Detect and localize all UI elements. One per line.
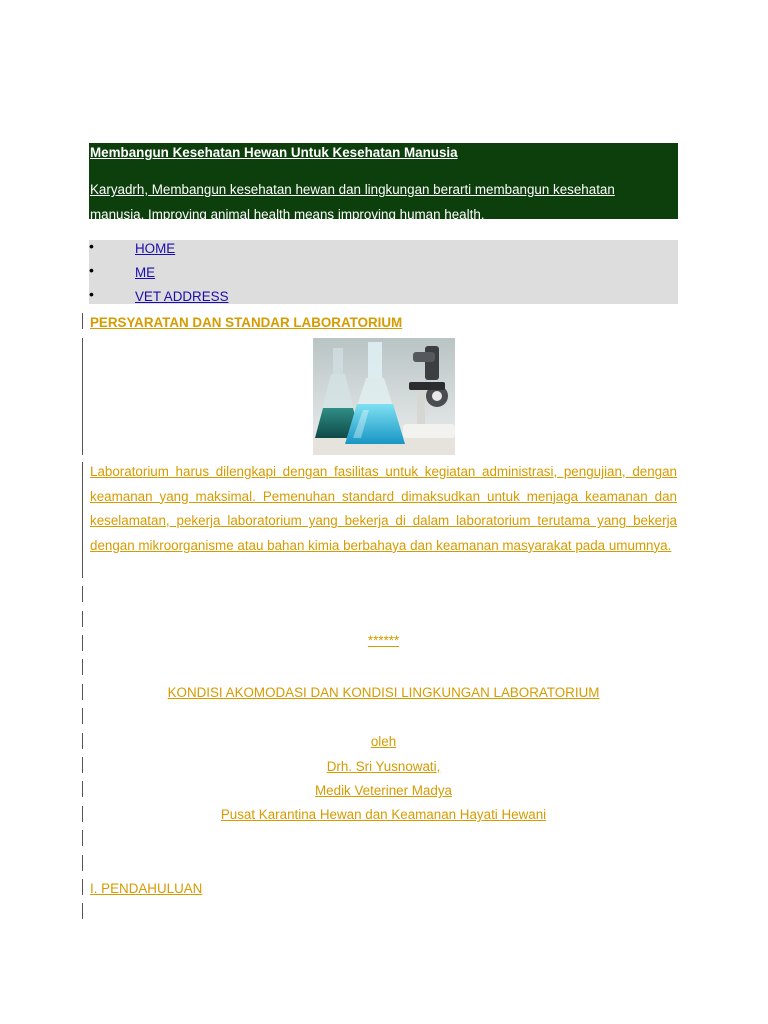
- left-margin-bar: [82, 684, 83, 700]
- post-title-link[interactable]: PERSYARATAN DAN STANDAR LABORATORIUM: [90, 315, 403, 330]
- left-margin-bar: [82, 830, 83, 846]
- left-margin-bar: [82, 659, 83, 675]
- lab-flasks-microscope-illustration: [313, 338, 455, 455]
- left-margin-bar: [82, 781, 83, 797]
- separator-row: [90, 633, 677, 648]
- blog-header: [89, 143, 678, 222]
- left-margin-bar: [82, 806, 83, 822]
- left-margin-bar: [82, 903, 83, 919]
- nav-link-home[interactable]: HOME: [135, 241, 176, 256]
- left-margin-bar: [82, 733, 83, 749]
- byline[interactable]: oleh: [370, 734, 397, 749]
- blog-description[interactable]: Karyadrh, Membangun kesehatan hewan dan lingkungan berarti membangun kesehatan manusia. Improving animal health means improving human health.: [90, 182, 615, 222]
- left-margin-bar: [82, 855, 83, 871]
- left-margin-bar: [82, 586, 83, 602]
- subtitle-row: [90, 685, 677, 700]
- nav-item-vet-address: [89, 286, 678, 313]
- byline-row: [90, 734, 677, 749]
- author-name[interactable]: Drh. Sri Yusnowati,: [326, 759, 441, 774]
- post-paragraph[interactable]: Laboratorium harus dilengkapi dengan fasilitas untuk kegiatan administrasi, pengujian, dengan keamanan yang maksimal. Pemenuhan standard dimaksudkan untuk menjaga keamanan dan keselamatan, pekerja laboratorium yang bekerja di dalam laboratorium terutama yang bekerja dengan mikroorganisme atau bahan kimia berbahaya dan keamanan masyarakat pada umumnya.: [90, 464, 677, 553]
- separator-stars[interactable]: ******: [367, 633, 400, 648]
- bullet-icon: •: [89, 286, 94, 302]
- left-margin-bar: [82, 313, 83, 329]
- institution-row: [90, 807, 677, 822]
- nav-item-home: [89, 238, 678, 265]
- nav-link-vet-address[interactable]: VET ADDRESS: [135, 289, 229, 304]
- lab-image[interactable]: [313, 338, 455, 455]
- blog-title-link[interactable]: Membangun Kesehatan Hewan Untuk Kesehatan Manusia: [90, 145, 458, 160]
- left-margin-bar: [82, 635, 83, 651]
- nav-link-me[interactable]: ME: [135, 265, 156, 280]
- left-margin-bar: [82, 462, 83, 578]
- author-role[interactable]: Medik Veteriner Madya: [315, 783, 452, 798]
- left-margin-bar: [82, 757, 83, 773]
- institution-name[interactable]: Pusat Karantina Hewan dan Keamanan Hayati Hewani: [220, 807, 547, 822]
- left-margin-bar: [82, 611, 83, 627]
- left-margin-bar: [82, 879, 83, 895]
- author-role-row: [90, 783, 677, 798]
- author-row: [90, 759, 677, 774]
- left-margin-bar: [82, 338, 83, 455]
- left-margin-bar: [82, 708, 83, 724]
- section-heading-link[interactable]: I. PENDAHULUAN: [90, 881, 203, 896]
- nav-menu: [89, 240, 678, 304]
- bullet-icon: •: [89, 262, 94, 278]
- nav-item-me: [89, 262, 678, 289]
- subtitle-link[interactable]: KONDISI AKOMODASI DAN KONDISI LINGKUNGAN LABORATORIUM: [167, 685, 600, 700]
- bullet-icon: •: [89, 238, 94, 254]
